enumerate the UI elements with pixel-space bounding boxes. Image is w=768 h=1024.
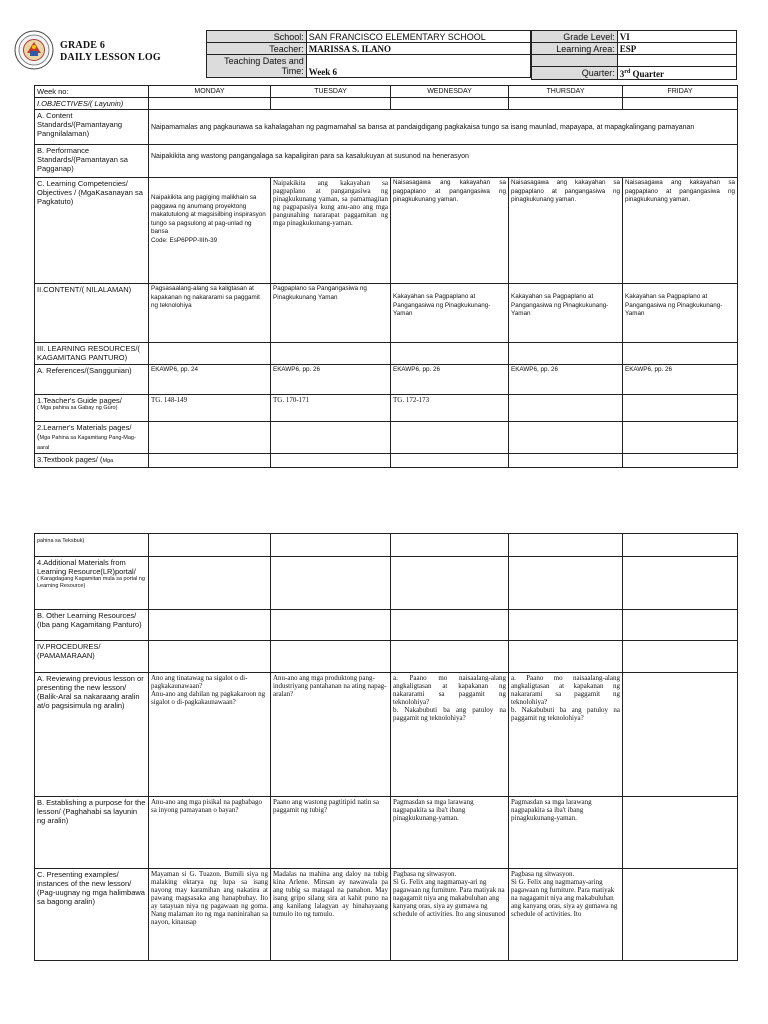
examples-label: C. Presenting examples/ instances of the new lesson/ (Pag-uugnay ng mga halimbawa sa bagong aralin) [35,869,149,961]
examples-thursday: Pagbasa ng sitwasyon. Si G. Felix ang nagmamay-aring pagawaan ng furniture. Para matiyak na nagagamit niya ang makabuluhan ang kanyang oras, siya ay gumawa ng schedule of activities. Ito [509,869,623,961]
blank-cell [149,98,271,110]
learners-materials-label: 2.Learner's Materials pages/ (Mga Pahina sa Kagamitang Pang-Mag-aaral [35,422,149,454]
blank-cell [509,395,623,422]
blank-cell [623,98,738,110]
content-thursday: Kakayahan sa Pagpaplano at Pangangasiwa ng Pinagkukunang-Yaman [509,284,623,343]
blank-cell [623,422,738,454]
blank-cell [391,534,509,557]
blank-cell [509,557,623,610]
blank-cell [271,557,391,610]
week-no-label: Week no: [35,86,149,98]
day-friday: FRIDAY [623,86,738,98]
reference-thursday: EKAWP6, pp. 26 [509,365,623,395]
teacher-value: MARISSA S. ILANO [306,43,530,55]
competency-friday: Naisasagawa ang kakayahan sa pagpaplano at pangangasiwa ng pinagkukunang yaman. [623,178,738,284]
learning-resources-heading: III. LEARNING RESOURCES/( KAGAMITANG PANTURO) [35,343,149,365]
performance-standards-label: B. Performance Standards/(Pamantayan sa Pagganap) [35,145,149,178]
review-monday: Ano ang tinatawag na sigalot o di-pagkakaunawaan? Anu-ano ang dahilan ng pagkakaroon ng sigalot o di-pagkakaunawaan? [149,673,271,797]
blank-cell [271,534,391,557]
blank-cell [149,454,271,468]
day-tuesday: TUESDAY [271,86,391,98]
blank-cell [149,610,271,641]
blank-cell [623,673,738,797]
content-standards-text: Naipamamalas ang pagkaunawa sa kahalagahan ng pagmamahal sa bansa at pandaigdigang pagkakaisa tungo sa isang maunlad, mapayapa, at mapagkalingang pamayanan [149,110,738,145]
dates-label: Teaching Dates and Time: [207,55,307,78]
content-tuesday: Pagpaplano sa Pangangasiwa ng Pinagkukunang Yaman [271,284,391,343]
tg-monday: TG. 148-149 [149,395,271,422]
blank-cell [271,641,391,673]
objectives-heading: I.OBJECTIVES/( Layunin) [35,98,149,110]
log-title: DAILY LESSON LOG [60,52,161,63]
additional-materials-label: 4.Additional Materials from Learning Resource(LR)portal/ ( Karagdagang Kagamitan mula sa portal ng Learning Resource) [35,557,149,610]
reference-tuesday: EKAWP6, pp. 26 [271,365,391,395]
blank-cell [509,454,623,468]
reference-wednesday: EKAWP6, pp. 26 [391,365,509,395]
examples-tuesday: Madalas na mahina ang daloy na tubig kina Arlene. Minsan ay nawawala pa ang tubig sa matagal na panahon. May isang gripo silang sira at kahit puno na ang kanilang lalagyan ay hinahayaang tumulo ito ng tumulo. [271,869,391,961]
reference-monday: EKAWP6, pp. 24 [149,365,271,395]
blank-cell [623,557,738,610]
blank-cell [271,454,391,468]
blank-cell [509,534,623,557]
blank-cell [391,610,509,641]
content-wednesday: Kakayahan sa Pagpaplano at Pangangasiwa ng Pinagkukunang-Yaman [391,284,509,343]
blank-cell [391,343,509,365]
blank-cell [623,797,738,869]
teacher-label: Teacher: [207,43,307,55]
blank-cell [149,422,271,454]
blank-cell [623,395,738,422]
blank-label [532,55,618,67]
purpose-label: B. Establishing a purpose for the lesson/ (Paghahabi sa layunin ng aralin) [35,797,149,869]
school-label: School: [207,31,307,43]
blank-cell [623,610,738,641]
content-standards-label: A. Content Standards/(Pamantayang Pangnilalaman) [35,110,149,145]
blank-cell [509,343,623,365]
blank-cell [391,422,509,454]
blank-cell [623,343,738,365]
review-thursday: a. Paano mo naisaalang-alang angkaligtasan at kapakanan ng nakararami sa paggamit ng teknolohiya? b. Nakabubuti ba ang patuloy na paggamit ng teknolohiya? [509,673,623,797]
quarter-label: Quarter: [532,67,618,80]
competency-thursday: Naisasagawa ang kakayahan sa pagpaplano at pangangasiwa ng pinagkukunang yaman. [509,178,623,284]
blank-cell [391,641,509,673]
quarter-value: 3rd Quarter [617,67,736,80]
blank-cell [149,641,271,673]
content-monday: Pagsasaalang-alang sa kaligtasan at kapakanan ng nakararami sa paggamit ng teknolohiya [149,284,271,343]
textbook-label-continued: pahina sa Teksbuk) [35,534,149,557]
blank-value [617,55,736,67]
textbook-label: 3.Textbook pages/ (Mga [35,454,149,468]
competencies-label: C. Learning Competencies/ Objectives / (MgaKasanayan sa Pagkatuto) [35,178,149,284]
header-info-right [531,30,737,80]
tg-tuesday: TG. 170-171 [271,395,391,422]
other-resources-label: B. Other Learning Resources/ (Iba pang Kagamitang Panturo) [35,610,149,641]
examples-wednesday: Pagbasa ng sitwasyon. Si G. Felix ang nagmamay-ari ng pagawaan ng furniture. Para matiyak na nagagamit niya ang makabuluhan ang kanyang oras, siya ay gumawa ng schedule of activities. Ito ang sinusunod [391,869,509,961]
blank-cell [271,422,391,454]
learning-area-label: Learning Area: [532,43,618,55]
tg-wednesday: TG. 172-173 [391,395,509,422]
review-label: A. Reviewing previous lesson or presenting the new lesson/ (Balik-Aral sa nakaraang aralin at/o pagsisimula ng aralin) [35,673,149,797]
learning-area-value: ESP [617,43,736,55]
blank-cell [149,343,271,365]
reference-friday: EKAWP6, pp. 26 [623,365,738,395]
review-tuesday: Anu-ano ang mga produktong pang-industriyang pantahanan na ating napag-aralan? [271,673,391,797]
grade-level-label: Grade Level: [532,31,618,43]
teachers-guide-label: 1.Teacher's Guide pages/ ( Mga pahina sa Gabay ng Guro) [35,395,149,422]
performance-standards-text: Naipakikita ang wastong pangangalaga sa kapaligiran para sa kasalukuyan at susunod na henerasyon [149,145,738,178]
content-friday: Kakayahan sa Pagpaplano at Pangangasiwa ng Pinagkukunang-Yaman [623,284,738,343]
blank-cell [271,98,391,110]
day-monday: MONDAY [149,86,271,98]
competency-tuesday: Naipakikita ang kakayahan sa pagpaplano at pangangasiwa ng pinagkukunang yaman, sa pamamagitan ng pagpapasiya kung anu-ano ang mga pangunahing nararapat paggamitan ng mga pinagkukunang-yaman. [271,178,391,284]
purpose-monday: Anu-ano ang mga pisikal na pagbabago sa inyong pamayanan o bayan? [149,797,271,869]
purpose-wednesday: Pagmasdan sa mga larawang nagpapakita sa iba't ibang pinagkukunang-yaman. [391,797,509,869]
blank-cell [149,557,271,610]
purpose-thursday: Pagmasdan sa mga larawang nagpapakita sa iba't ibang pinagkukunang-yaman. [509,797,623,869]
procedures-heading: IV.PROCEDURES/ (PAMAMARAAN) [35,641,149,673]
lesson-table-part-1 [34,85,738,468]
day-wednesday: WEDNESDAY [391,86,509,98]
grade-title: GRADE 6 [60,40,106,51]
references-label: A. References/(Sanggunian) [35,365,149,395]
grade-level-value: VI [617,31,736,43]
blank-cell [149,534,271,557]
lesson-table-part-2 [34,533,738,961]
competency-wednesday: Naisasagawa ang kakayahan sa pagpaplano at pangangasiwa ng pinagkukunang yaman. [391,178,509,284]
blank-cell [623,534,738,557]
dates-value: Week 6 [306,55,530,78]
header-info-left [206,30,531,78]
blank-cell [509,98,623,110]
blank-cell [623,641,738,673]
blank-cell [391,557,509,610]
blank-cell [509,422,623,454]
blank-cell [623,454,738,468]
school-value: SAN FRANCISCO ELEMENTARY SCHOOL [306,31,530,43]
content-label: II.CONTENT/( NILALAMAN) [35,284,149,343]
deped-seal-icon [14,30,54,70]
blank-cell [391,98,509,110]
examples-monday: Mayaman si G. Tuazon. Bumili siya ng malaking ektarya ng lupa sa isang nayong may karamihan ang nakatira at pawang magsasaka ang hanapbuhay. Ito ay tatayuan niya ng pagawaan ng goma. Nang malaman ito ng mga naninirahan sa nayon, kinausap [149,869,271,961]
blank-cell [509,610,623,641]
blank-cell [271,343,391,365]
blank-cell [391,454,509,468]
competency-monday: Naipakikita ang pagiging malikhain sa paggawa ng anumang proyektong makatutulong at magsisilbing inspirasyon tungo sa pagsulong at pag-unlad ng bansa Code: EsP6PPP-IIIh-39 [149,178,271,284]
document-title [60,40,161,64]
blank-cell [623,869,738,961]
review-wednesday: a. Paano mo naisaalang-alang angkaligtasan at kapakanan ng nakararami sa paggamit ng teknolohiya? b. Nakabubuti ba ang patuloy na paggamit ng teknolohiya? [391,673,509,797]
blank-cell [271,610,391,641]
purpose-tuesday: Paano ang wastong pagtitipid natin sa paggamit ng tubig? [271,797,391,869]
day-thursday: THURSDAY [509,86,623,98]
blank-cell [509,641,623,673]
